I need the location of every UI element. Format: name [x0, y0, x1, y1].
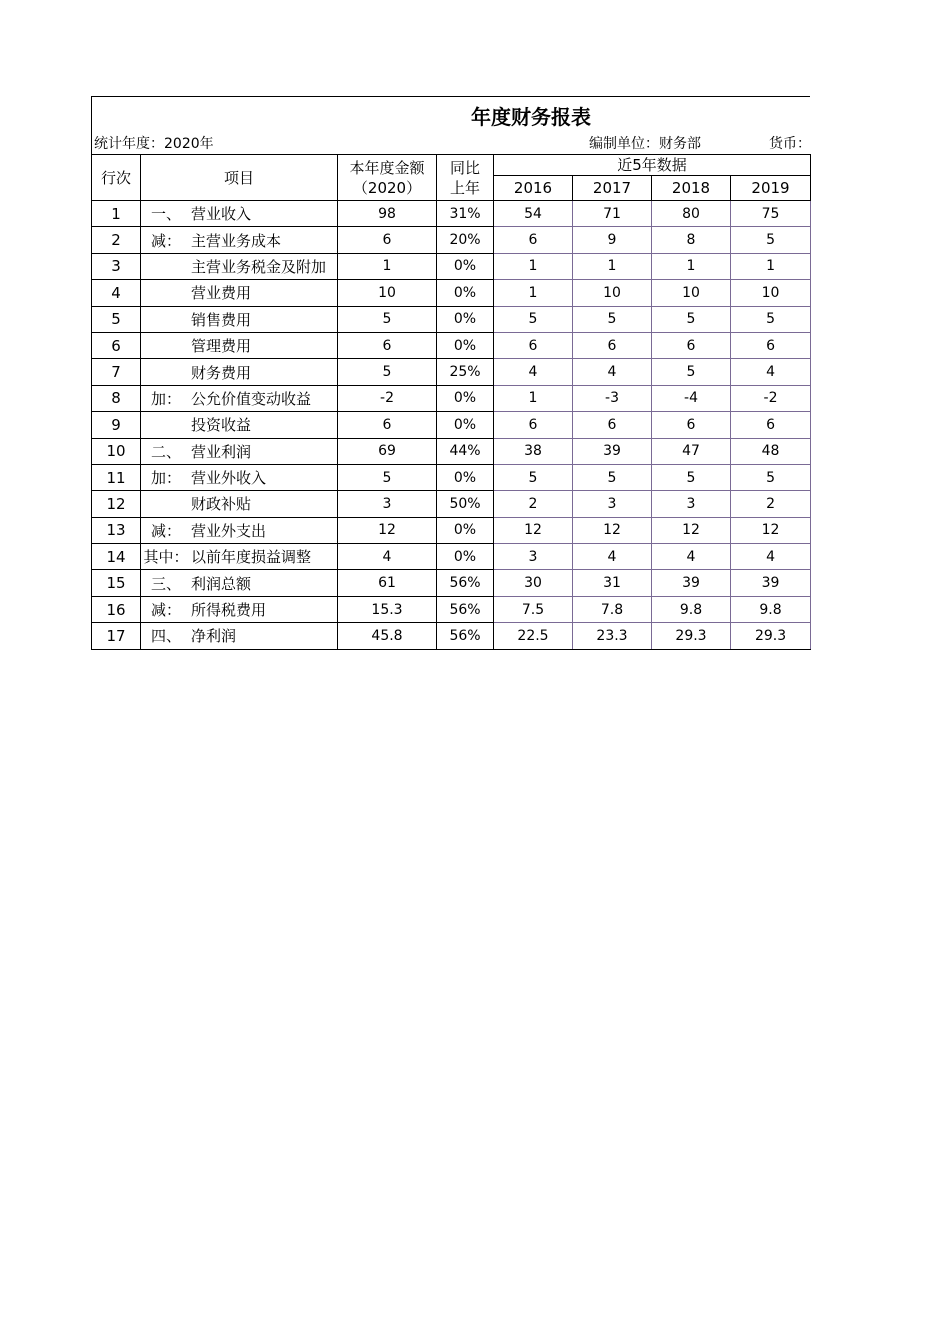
year-2019-cell: 10 [731, 280, 811, 306]
title-row [91, 96, 810, 130]
item-prefix: 一、 [150, 205, 181, 224]
table-row [92, 359, 811, 385]
row-number: 8 [92, 385, 141, 411]
year-2019-cell: 6 [731, 412, 811, 438]
table-row [92, 596, 811, 622]
current-amount-cell: -2 [338, 385, 437, 411]
current-amount-cell: 5 [338, 359, 437, 385]
yoy-cell: 50% [437, 491, 494, 517]
report-title: 年度财务报表 [471, 105, 591, 129]
year-2017-cell: 12 [573, 517, 652, 543]
year-2018-cell: 5 [652, 359, 731, 385]
table-row [92, 412, 811, 438]
item-prefix: 三、 [150, 574, 181, 593]
row-number: 17 [92, 623, 141, 649]
year-2016-cell: 22.5 [494, 623, 573, 649]
currency-label: 货币： [769, 136, 811, 152]
year-2016-cell: 6 [494, 332, 573, 358]
row-item [141, 570, 338, 596]
year-2016-cell: 6 [494, 227, 573, 253]
row-number: 16 [92, 596, 141, 622]
yoy-cell: 0% [437, 464, 494, 490]
table-row [92, 623, 811, 649]
header-row-no: 行次 [92, 155, 141, 201]
table-row [92, 570, 811, 596]
table-row [92, 306, 811, 332]
current-amount-cell: 45.8 [338, 623, 437, 649]
item-prefix: 减： [150, 521, 181, 540]
year-2019-cell: 12 [731, 517, 811, 543]
year-2017-cell: 39 [573, 438, 652, 464]
year-2018-cell: 6 [652, 412, 731, 438]
yoy-cell: 56% [437, 570, 494, 596]
yoy-cell: 0% [437, 385, 494, 411]
year-2019-cell: -2 [731, 385, 811, 411]
year-2018-cell: -4 [652, 385, 731, 411]
year-2018-cell: 10 [652, 280, 731, 306]
item-label: 公允价值变动收益 [191, 389, 312, 408]
table-row [92, 253, 811, 279]
year-2016-cell: 7.5 [494, 596, 573, 622]
header-current-line1: 本年度金额 [349, 158, 425, 177]
current-amount-cell: 10 [338, 280, 437, 306]
year-2018-cell: 3 [652, 491, 731, 517]
table-row [92, 385, 811, 411]
header-current-amount [338, 155, 437, 201]
year-2017-cell: 5 [573, 306, 652, 332]
header-year-2019: 2019 [731, 176, 811, 201]
row-item [141, 412, 338, 438]
yoy-cell: 31% [437, 201, 494, 227]
table-row [92, 332, 811, 358]
year-2016-cell: 12 [494, 517, 573, 543]
year-2019-cell: 9.8 [731, 596, 811, 622]
header-year-2016: 2016 [494, 176, 573, 201]
current-amount-cell: 6 [338, 412, 437, 438]
current-amount-cell: 12 [338, 517, 437, 543]
year-2016-cell: 54 [494, 201, 573, 227]
year-2019-cell: 48 [731, 438, 811, 464]
year-2017-cell: 9 [573, 227, 652, 253]
table-row [92, 517, 811, 543]
year-2017-cell: -3 [573, 385, 652, 411]
row-number: 9 [92, 412, 141, 438]
year-2018-cell: 5 [652, 464, 731, 490]
header-yoy-line1: 同比 [449, 158, 480, 177]
current-amount-cell: 98 [338, 201, 437, 227]
year-2017-cell: 7.8 [573, 596, 652, 622]
row-number: 13 [92, 517, 141, 543]
year-2016-cell: 2 [494, 491, 573, 517]
item-label: 营业利润 [191, 442, 252, 461]
yoy-cell: 0% [437, 253, 494, 279]
yoy-cell: 0% [437, 412, 494, 438]
row-item [141, 201, 338, 227]
year-2016-cell: 1 [494, 385, 573, 411]
yoy-cell: 44% [437, 438, 494, 464]
year-2019-cell: 4 [731, 544, 811, 570]
year-2019-cell: 4 [731, 359, 811, 385]
row-number: 12 [92, 491, 141, 517]
current-amount-cell: 15.3 [338, 596, 437, 622]
year-2017-cell: 10 [573, 280, 652, 306]
item-label: 主营业务成本 [191, 231, 282, 250]
row-item [141, 306, 338, 332]
row-item [141, 227, 338, 253]
year-2018-cell: 5 [652, 306, 731, 332]
year-2018-cell: 1 [652, 253, 731, 279]
year-2019-cell: 5 [731, 227, 811, 253]
header-current-line2: （2020） [352, 178, 422, 197]
yoy-cell: 56% [437, 623, 494, 649]
year-2016-cell: 5 [494, 464, 573, 490]
year-2017-cell: 6 [573, 332, 652, 358]
year-2018-cell: 4 [652, 544, 731, 570]
item-label: 财务费用 [191, 363, 252, 382]
current-amount-cell: 6 [338, 227, 437, 253]
item-label: 主营业务税金及附加 [191, 257, 327, 276]
header-recent-5-years: 近5年数据 [494, 155, 811, 176]
item-label: 利润总额 [191, 574, 252, 593]
year-2019-cell: 39 [731, 570, 811, 596]
table-row [92, 438, 811, 464]
row-number: 4 [92, 280, 141, 306]
row-item [141, 359, 338, 385]
row-item [141, 385, 338, 411]
table-row [92, 227, 811, 253]
table-row [92, 201, 811, 227]
header-yoy-line2: 上年 [449, 178, 480, 197]
table-row [92, 544, 811, 570]
row-number: 1 [92, 201, 141, 227]
year-2018-cell: 29.3 [652, 623, 731, 649]
item-prefix: 减： [150, 231, 181, 250]
year-2016-cell: 4 [494, 359, 573, 385]
year-2018-cell: 47 [652, 438, 731, 464]
year-2016-cell: 6 [494, 412, 573, 438]
yoy-cell: 0% [437, 306, 494, 332]
row-number: 2 [92, 227, 141, 253]
current-amount-cell: 61 [338, 570, 437, 596]
year-2017-cell: 6 [573, 412, 652, 438]
year-2016-cell: 5 [494, 306, 573, 332]
row-item [141, 517, 338, 543]
item-prefix: 加： [150, 469, 181, 488]
header-item: 项目 [141, 155, 338, 201]
item-label: 投资收益 [191, 416, 252, 435]
yoy-cell: 0% [437, 280, 494, 306]
row-item [141, 623, 338, 649]
item-prefix: 四、 [150, 627, 181, 646]
yoy-cell: 0% [437, 517, 494, 543]
row-item [141, 280, 338, 306]
header-yoy [437, 155, 494, 201]
year-2016-cell: 1 [494, 253, 573, 279]
year-2019-cell: 5 [731, 306, 811, 332]
year-2017-cell: 3 [573, 491, 652, 517]
row-number: 6 [92, 332, 141, 358]
item-prefix: 减： [150, 601, 181, 620]
statistics-year: 统计年度：2020年 [94, 136, 214, 152]
item-prefix: 加： [150, 389, 181, 408]
item-label: 所得税费用 [191, 601, 267, 620]
current-amount-cell: 6 [338, 332, 437, 358]
year-2019-cell: 5 [731, 464, 811, 490]
current-amount-cell: 1 [338, 253, 437, 279]
year-2016-cell: 30 [494, 570, 573, 596]
year-2016-cell: 3 [494, 544, 573, 570]
row-item [141, 544, 338, 570]
current-amount-cell: 5 [338, 306, 437, 332]
row-number: 15 [92, 570, 141, 596]
yoy-cell: 20% [437, 227, 494, 253]
current-amount-cell: 69 [338, 438, 437, 464]
year-2019-cell: 75 [731, 201, 811, 227]
year-2019-cell: 6 [731, 332, 811, 358]
row-item [141, 491, 338, 517]
year-2017-cell: 71 [573, 201, 652, 227]
year-2019-cell: 2 [731, 491, 811, 517]
row-number: 5 [92, 306, 141, 332]
row-number: 11 [92, 464, 141, 490]
item-label: 以前年度损益调整 [191, 548, 312, 567]
row-number: 3 [92, 253, 141, 279]
item-label: 营业收入 [191, 205, 252, 224]
table-row [92, 464, 811, 490]
report-table-body [92, 201, 811, 650]
item-label: 净利润 [191, 627, 237, 646]
year-2018-cell: 6 [652, 332, 731, 358]
year-2017-cell: 5 [573, 464, 652, 490]
report-table [91, 154, 811, 650]
header-year-2017: 2017 [573, 176, 652, 201]
row-item [141, 464, 338, 490]
table-row [92, 491, 811, 517]
yoy-cell: 0% [437, 332, 494, 358]
row-number: 10 [92, 438, 141, 464]
year-2018-cell: 80 [652, 201, 731, 227]
header-year-2018: 2018 [652, 176, 731, 201]
year-2017-cell: 1 [573, 253, 652, 279]
year-2016-cell: 38 [494, 438, 573, 464]
item-label: 财政补贴 [191, 495, 252, 514]
yoy-cell: 56% [437, 596, 494, 622]
yoy-cell: 0% [437, 544, 494, 570]
table-row [92, 280, 811, 306]
year-2019-cell: 29.3 [731, 623, 811, 649]
current-amount-cell: 5 [338, 464, 437, 490]
row-number: 14 [92, 544, 141, 570]
item-label: 管理费用 [191, 337, 252, 356]
financial-report-sheet [91, 96, 810, 650]
year-2017-cell: 4 [573, 359, 652, 385]
row-item [141, 332, 338, 358]
year-2016-cell: 1 [494, 280, 573, 306]
row-item [141, 253, 338, 279]
item-label: 营业外收入 [191, 469, 267, 488]
preparing-unit: 编制单位：财务部 [589, 136, 701, 152]
year-2017-cell: 31 [573, 570, 652, 596]
year-2017-cell: 4 [573, 544, 652, 570]
row-item [141, 596, 338, 622]
year-2018-cell: 12 [652, 517, 731, 543]
row-item [141, 438, 338, 464]
yoy-cell: 25% [437, 359, 494, 385]
meta-row [91, 130, 810, 154]
year-2018-cell: 9.8 [652, 596, 731, 622]
current-amount-cell: 3 [338, 491, 437, 517]
row-number: 7 [92, 359, 141, 385]
item-label: 营业费用 [191, 284, 252, 303]
item-label: 营业外支出 [191, 521, 267, 540]
item-prefix: 二、 [150, 442, 181, 461]
item-label: 销售费用 [191, 310, 252, 329]
year-2019-cell: 1 [731, 253, 811, 279]
current-amount-cell: 4 [338, 544, 437, 570]
year-2018-cell: 39 [652, 570, 731, 596]
year-2018-cell: 8 [652, 227, 731, 253]
year-2017-cell: 23.3 [573, 623, 652, 649]
item-prefix: 其中： [143, 548, 189, 567]
